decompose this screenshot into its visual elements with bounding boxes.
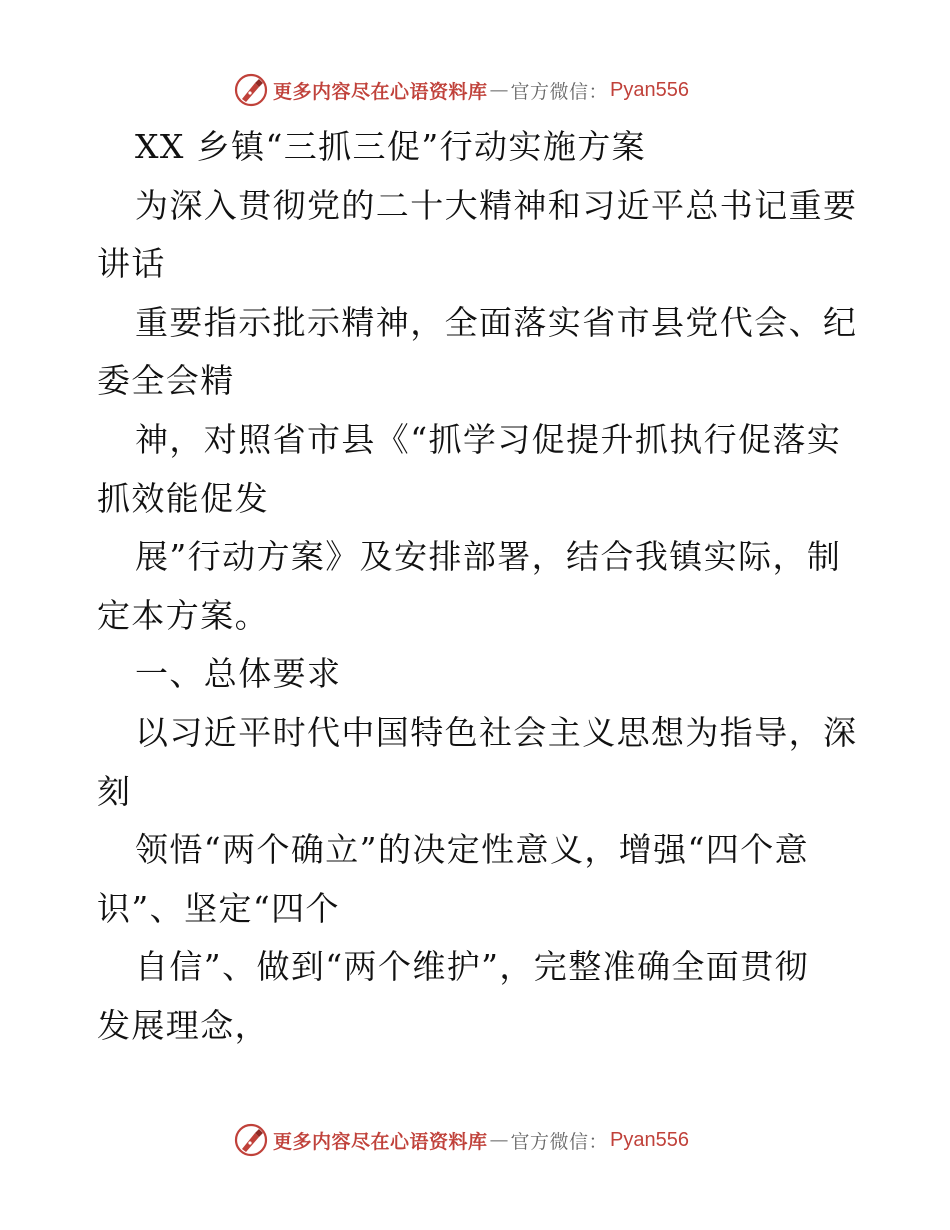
paragraph-line: 发展理念， bbox=[97, 1005, 269, 1045]
banner-main-text: 更多内容尽在心语资料库 bbox=[273, 80, 488, 103]
document-body bbox=[97, 118, 857, 1056]
paragraph-line: 自信”、做到“两个维护”，完整准确全面贯彻 bbox=[135, 947, 810, 987]
paragraph-line: 领悟“两个确立”的决定性意义，增强“四个意 bbox=[135, 830, 810, 870]
paragraph-line: 定本方案。 bbox=[97, 595, 269, 635]
footer-banner bbox=[233, 1121, 689, 1159]
paragraph-line: 识”、坚定“四个 bbox=[97, 888, 340, 928]
paragraph-line: 讲话 bbox=[97, 244, 166, 284]
banner-dash: — bbox=[489, 79, 509, 101]
paragraph-line: 以习近平时代中国特色社会主义思想为指导，深 bbox=[135, 712, 858, 752]
paragraph-line: 为深入贯彻党的二十大精神和习近平总书记重要 bbox=[135, 185, 858, 225]
section-heading: 一、总体要求 bbox=[135, 654, 342, 694]
banner-sub-text: 官方微信： bbox=[510, 1130, 609, 1153]
fountain-pen-logo-icon bbox=[233, 1122, 269, 1158]
paragraph-line: 展”行动方案》及安排部署，结合我镇实际，制 bbox=[135, 537, 842, 577]
banner-wechat-id: Pyan556 bbox=[610, 78, 689, 101]
paragraph-line: 刻 bbox=[97, 771, 132, 811]
banner-dash: — bbox=[489, 1129, 509, 1151]
fountain-pen-logo-icon bbox=[233, 72, 269, 108]
paragraph-line: 重要指示批示精神，全面落实省市县党代会、纪 bbox=[135, 302, 858, 342]
paragraph-line: 抓效能促发 bbox=[97, 478, 269, 518]
paragraph-line: 委全会精 bbox=[97, 361, 235, 401]
banner-sub-text: 官方微信： bbox=[510, 80, 609, 103]
banner-main-text: 更多内容尽在心语资料库 bbox=[273, 1130, 488, 1153]
document-title: XX 乡镇“三抓三促”行动实施方案 bbox=[135, 127, 647, 166]
header-banner bbox=[233, 71, 689, 109]
banner-wechat-id: Pyan556 bbox=[610, 1128, 689, 1151]
paragraph-line: 神，对照省市县《“抓学习促提升抓执行促落实 bbox=[135, 419, 842, 459]
